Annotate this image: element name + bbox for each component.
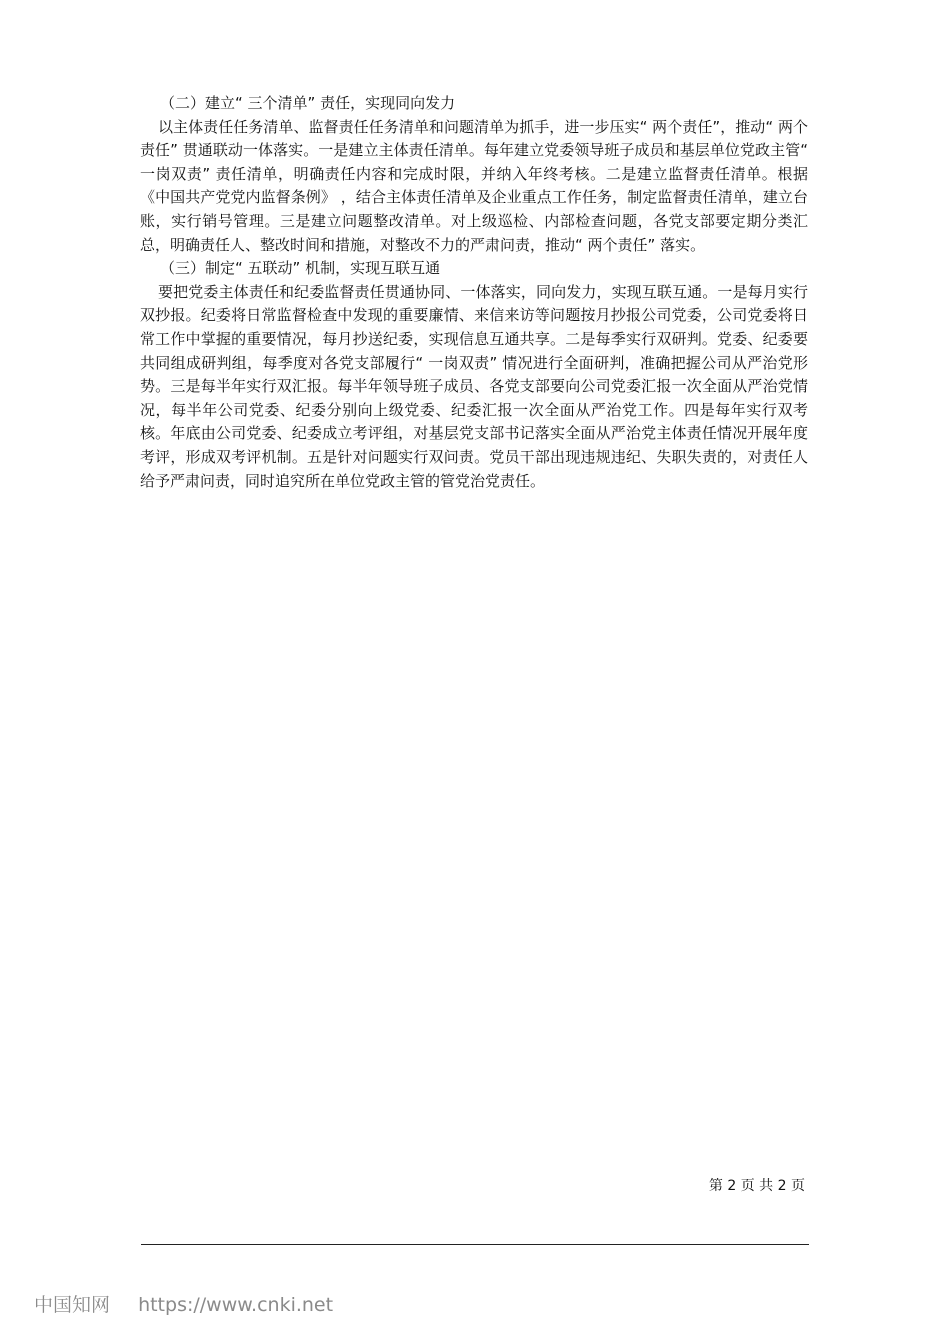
watermark	[34, 1292, 333, 1318]
section-heading-2: （二）建立“ 三个清单” 责任，实现同向发力	[160, 94, 456, 112]
footer-divider	[141, 1244, 809, 1245]
watermark-url: https://www.cnki.net	[138, 1294, 334, 1316]
section-paragraph-2: 以主体责任任务清单、监督责任任务清单和问题清单为抓手，进一步压实“ 两个责任”，推动“ 两个责任” 贯通联动一体落实。一是建立主体责任清单。每年建立党委领导班子成员和基层单位党政主管“ 一岗双责” 责任清单，明确责任内容和完成时限，并纳入年终考核。二是建立监督责任清单。根据《中国共产党党内监督条例》 ，结合主体责任清单及企业重点工作任务，制定监督责任清单，建立台账，实行销号管理。三是建立问题整改清单。对上级巡检、内部检查问题，各党支部要定期分类汇总，明确责任人、整改时间和措施，对整改不力的严肃问责，推动“ 两个责任” 落实。	[140, 117, 808, 254]
watermark-name: 中国知网	[34, 1294, 111, 1316]
section-paragraph-3: 要把党委主体责任和纪委监督责任贯通协同、一体落实，同向发力，实现互联互通。一是每月实行双抄报。纪委将日常监督检查中发现的重要廉情、来信来访等问题按月抄报公司党委，公司党委将日常工作中掌握的重要情况，每月抄送纪委，实现信息互通共享。二是每季实行双研判。党委、纪委要共同组成研判组，每季度对各党支部履行“ 一岗双责” 情况进行全面研判，准确把握公司从严治党形势。三是每半年实行双汇报。每半年领导班子成员、各党支部要向公司党委汇报一次全面从严治党情况，每半年公司党委、纪委分别向上级党委、纪委汇报一次全面从严治党工作。四是每年实行双考核。年底由公司党委、纪委成立考评组，对基层党支部书记落实全面从严治党主体责任情况开展年度考评，形成双考评机制。五是针对问题实行双问责。党员干部出现违规违纪、失职失责的，对责任人给予严肃问责，同时追究所在单位党政主管的管党治党责任。	[140, 282, 808, 490]
document-body	[140, 92, 808, 493]
page-number: 第 2 页 共 2 页	[708, 1178, 805, 1194]
section-heading-3: （三）制定“ 五联动” 机制，实现互联互通	[160, 259, 441, 278]
